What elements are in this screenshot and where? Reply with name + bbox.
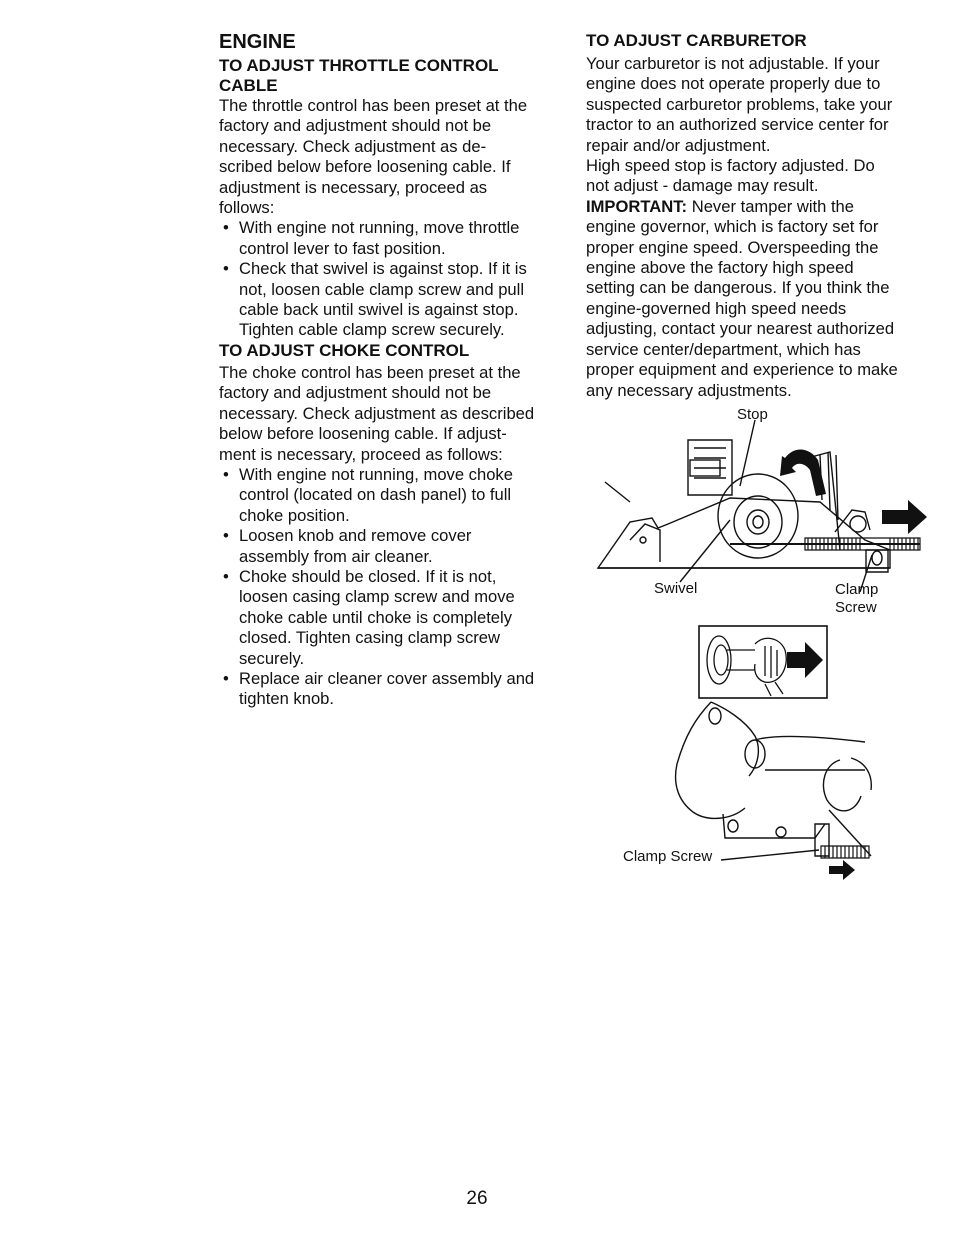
label-clamp-screw: Clamp Screw [623,848,713,865]
text-line: control lever to fast position. [239,238,446,258]
text-line: any necessary adjustments. [586,380,792,400]
text-line: suspected carburetor problems, take your [586,94,893,114]
heading-carburetor: TO ADJUST CARBURETOR [586,31,807,50]
text-line: • Replace air cleaner cover assembly and [239,668,535,688]
list-item [219,567,574,669]
list-item [219,526,574,567]
text-line: engine governor, which is factory set for [586,217,879,237]
text-line: factory and adjustment should not be [219,383,492,403]
text-line: scribed below before loosening cable. If [219,157,511,177]
text-line: setting can be dangerous. If you think the [586,278,890,298]
text-line: necessary. Check adjustment as de- [219,136,487,156]
text-line: tighten knob. [239,689,335,709]
text-line: closed. Tighten casing clamp screw [239,628,501,648]
heading-choke: TO ADJUST CHOKE CONTROL [219,340,470,360]
list-item [219,465,574,526]
choke-intro [219,363,574,465]
text-line: engine does not operate properly due to [586,74,881,94]
text-line: cable back until swivel is against stop. [239,300,519,320]
text-line: necessary. Check adjustment as described [219,403,535,423]
list-item [219,669,574,710]
text-line: loosen casing clamp screw and move [239,587,515,607]
important-line [586,197,936,217]
throttle-linkage-illustration [590,400,935,625]
text-line: repair and/or adjustment. [586,135,771,155]
label-stop: Stop [737,406,768,423]
text-line: • With engine not running, move throttle [239,218,520,238]
text-line: • With engine not running, move choke [239,464,513,484]
section-title-engine: ENGINE [219,31,296,53]
text-line: The throttle control has been preset at the [219,96,528,115]
text-line: service center/department, which has [586,339,861,359]
text-line: factory and adjustment should not be [219,116,492,136]
text-line: tractor to an authorized service center for [586,115,889,135]
text-line: engine above the factory high speed [586,258,854,278]
text-line: choke position. [239,505,350,525]
list-item [219,218,574,259]
text-line: not adjust - damage may result. [586,176,819,196]
text-line: engine-governed high speed needs [586,298,847,318]
choke-steps [219,465,574,710]
text-line: The choke control has been preset at the [219,362,521,382]
label-screw: Screw [835,599,877,616]
text-line: ment is necessary, proceed as follows: [219,444,503,464]
important-label: IMPORTANT: [586,196,688,216]
page-number: 26 [466,1188,488,1209]
right-column [586,30,936,401]
important-text: Never tamper with the [687,196,855,216]
text-line: choke cable until choke is completely [239,607,513,627]
throttle-adjustment-figure [590,400,935,625]
text-line: assembly from air cleaner. [239,546,433,566]
text-line: below before loosening cable. If adjust- [219,424,507,444]
heading-throttle-line1: TO ADJUST THROTTLE CONTROL [219,56,499,75]
label-swivel: Swivel [654,580,698,597]
heading-throttle-line2: CABLE [219,76,278,95]
throttle-steps [219,218,574,340]
list-item [219,259,574,341]
text-line: • Loosen knob and remove cover [239,526,472,546]
text-line: Your carburetor is not adjustable. If your [586,54,880,73]
text-line: adjustment is necessary, proceed as [219,177,488,197]
text-line: High speed stop is factory adjusted. Do [586,156,875,176]
text-line: • Choke should be closed. If it is not, [239,566,497,586]
text-line: proper engine speed. Overspeeding the [586,237,879,257]
choke-linkage-illustration [615,624,905,884]
text-line: not, loosen cable clamp screw and pull [239,279,525,299]
left-column [219,30,574,710]
text-line: follows: [219,198,275,218]
text-line: proper equipment and experience to make [586,360,898,380]
text-line: Tighten cable clamp screw securely. [239,320,505,340]
throttle-intro [219,96,574,218]
text-line: • Check that swivel is against stop. If it is [239,259,527,279]
text-line: securely. [239,648,305,668]
choke-adjustment-figure [615,624,905,884]
text-line: adjusting, contact your nearest authorized [586,319,895,339]
text-line: control (located on dash panel) to full [239,485,512,505]
label-clamp: Clamp [835,581,879,598]
